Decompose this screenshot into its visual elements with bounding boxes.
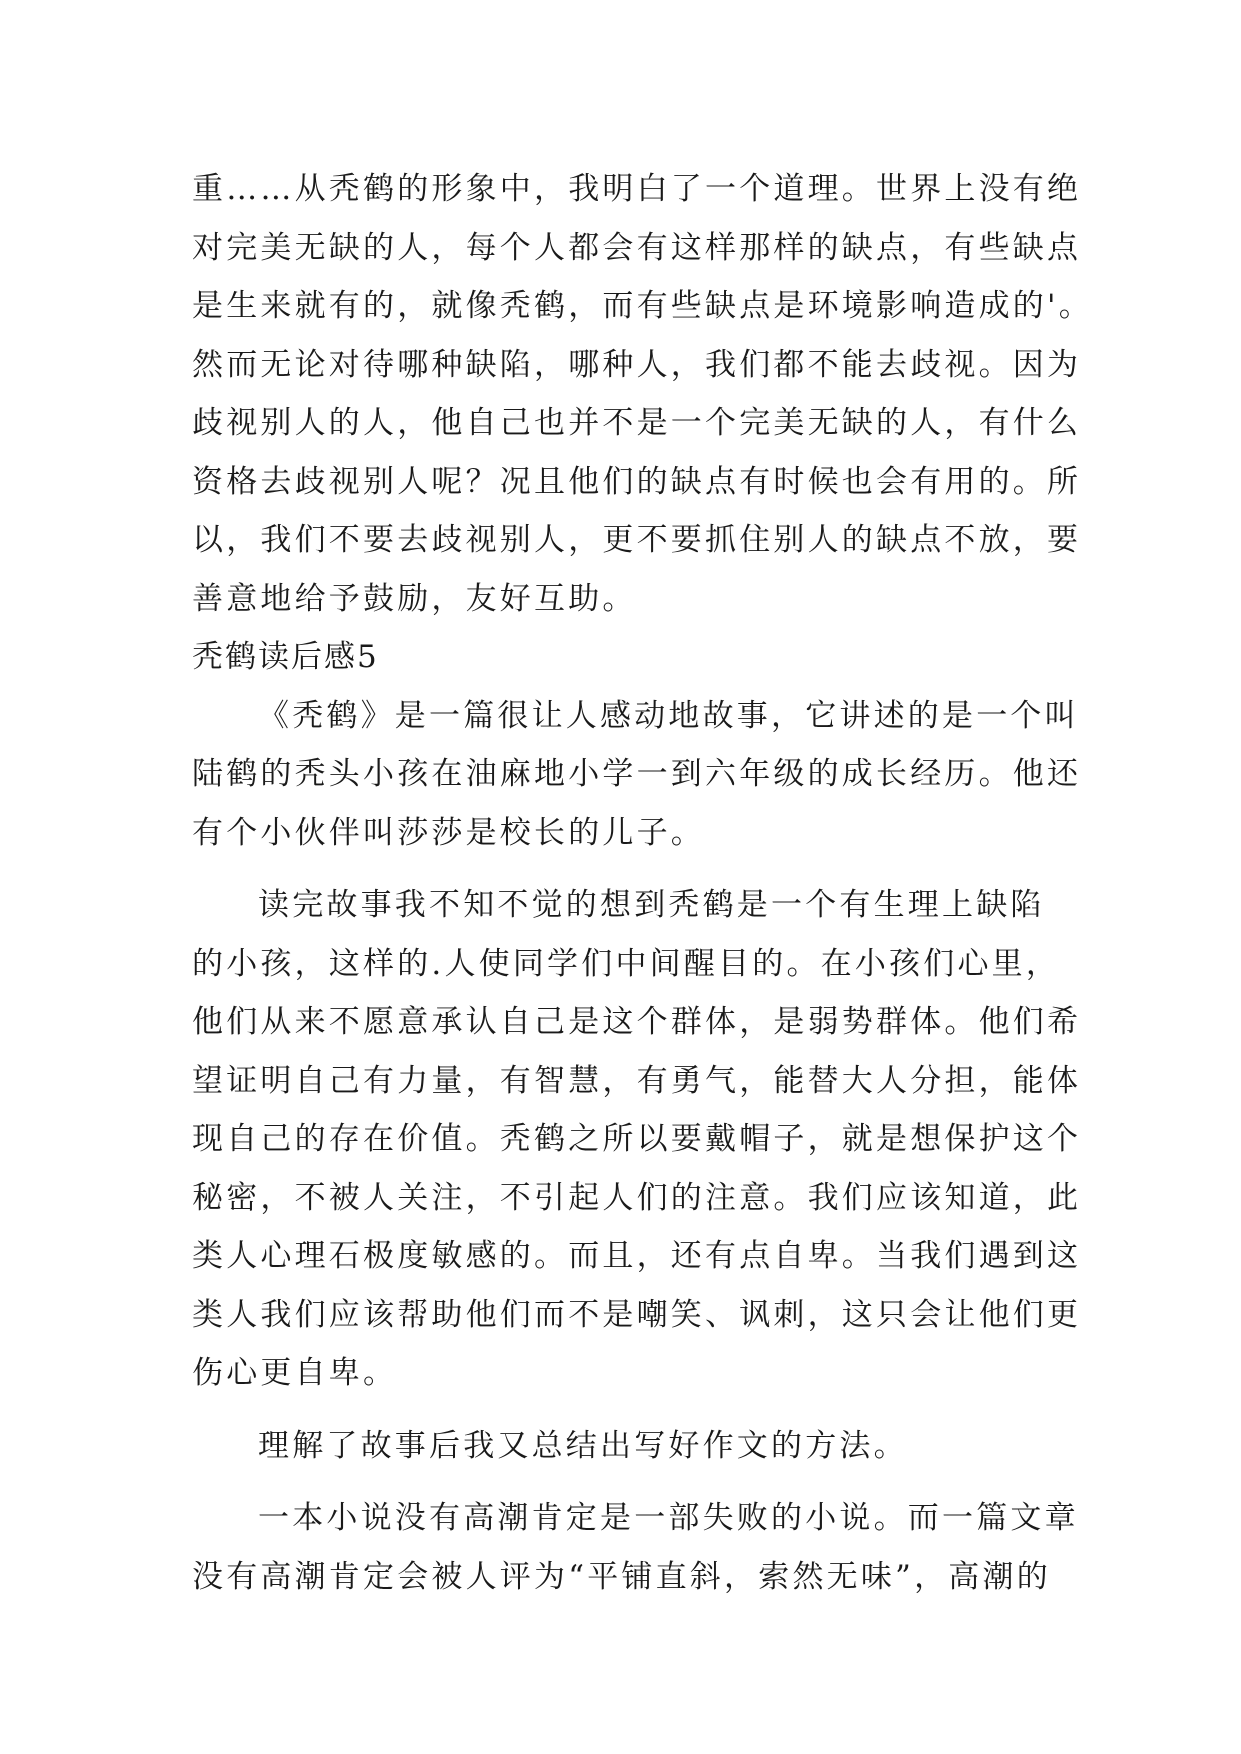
text-line: 的小孩，这样的.人使同学们中间醒目的。在小孩们心里， xyxy=(192,945,1061,982)
text-line: 然而无论对待哪种缺陷，哪种人，我们都不能去歧视。因为 xyxy=(192,346,1082,383)
text-line: 秘密，不被人关注，不引起人们的注意。我们应该知道，此 xyxy=(192,1179,1082,1216)
text-line: 类人我们应该帮助他们而不是嘲笑、讽刺，这只会让他们更 xyxy=(192,1296,1082,1333)
paragraph-climax xyxy=(192,1489,1079,1606)
text-line: 歧视别人的人，他自己也并不是一个完美无缺的人，有什么 xyxy=(192,405,1082,441)
text-line: 他们从来不愿意承认自己是这个群体，是弱势群体。他们希 xyxy=(192,1004,1082,1040)
text-line: 望证明自己有力量，有智慧，有勇气，能替大人分担，能体 xyxy=(192,1062,1082,1099)
paragraph-reflection xyxy=(192,876,1082,1403)
text-line: 重……从秃鹤的形象中，我明白了一个道理。世界上没有绝 xyxy=(192,171,1082,207)
text-line: 以，我们不要去歧视别人，更不要抓住别人的缺点不放，要 xyxy=(192,522,1082,558)
paragraph-continued xyxy=(192,160,1093,628)
paragraph-method xyxy=(192,1417,1072,1476)
text-line: 理解了故事后我又总结出写好作文的方法。 xyxy=(258,1427,908,1464)
text-line: 没有高潮肯定会被人评为“平铺直斜，索然无味”，高潮的 xyxy=(192,1558,1051,1595)
paragraph-intro xyxy=(192,687,1082,863)
text-line: 一本小说没有高潮肯定是一部失败的小说。而一篇文章 xyxy=(258,1500,1079,1536)
document-page xyxy=(192,160,1093,1606)
text-line: 对完美无缺的人，每个人都会有这样那样的缺点，有些缺点 xyxy=(192,229,1082,266)
text-line: 读完故事我不知不觉的想到秃鹤是一个有生理上缺陷 xyxy=(258,887,1045,923)
text-line: 资格去歧视别人呢？况且他们的缺点有时候也会有用的。所 xyxy=(192,463,1082,500)
text-line: 伤心更自卑。 xyxy=(192,1355,398,1391)
section-heading: 秃鹤读后感5 xyxy=(192,639,379,675)
text-line: 陆鹤的秃头小孩在油麻地小学一到六年级的成长经历。他还 xyxy=(192,756,1082,792)
text-line: 有个小伙伴叫莎莎是校长的儿子。 xyxy=(192,814,705,851)
text-line: 是生来就有的，就像秃鹤，而有些缺点是环境影响造成的'。 xyxy=(192,288,1093,324)
text-line: 《秃鹤》是一篇很让人感动地故事，它讲述的是一个叫 xyxy=(258,697,1079,734)
text-line: 善意地给予鼓励，友好互助。 xyxy=(192,580,637,617)
text-line: 现自己的存在价值。秃鹤之所以要戴帽子，就是想保护这个 xyxy=(192,1121,1082,1157)
text-line: 类人心理石极度敏感的。而且，还有点自卑。当我们遇到这 xyxy=(192,1238,1082,1274)
